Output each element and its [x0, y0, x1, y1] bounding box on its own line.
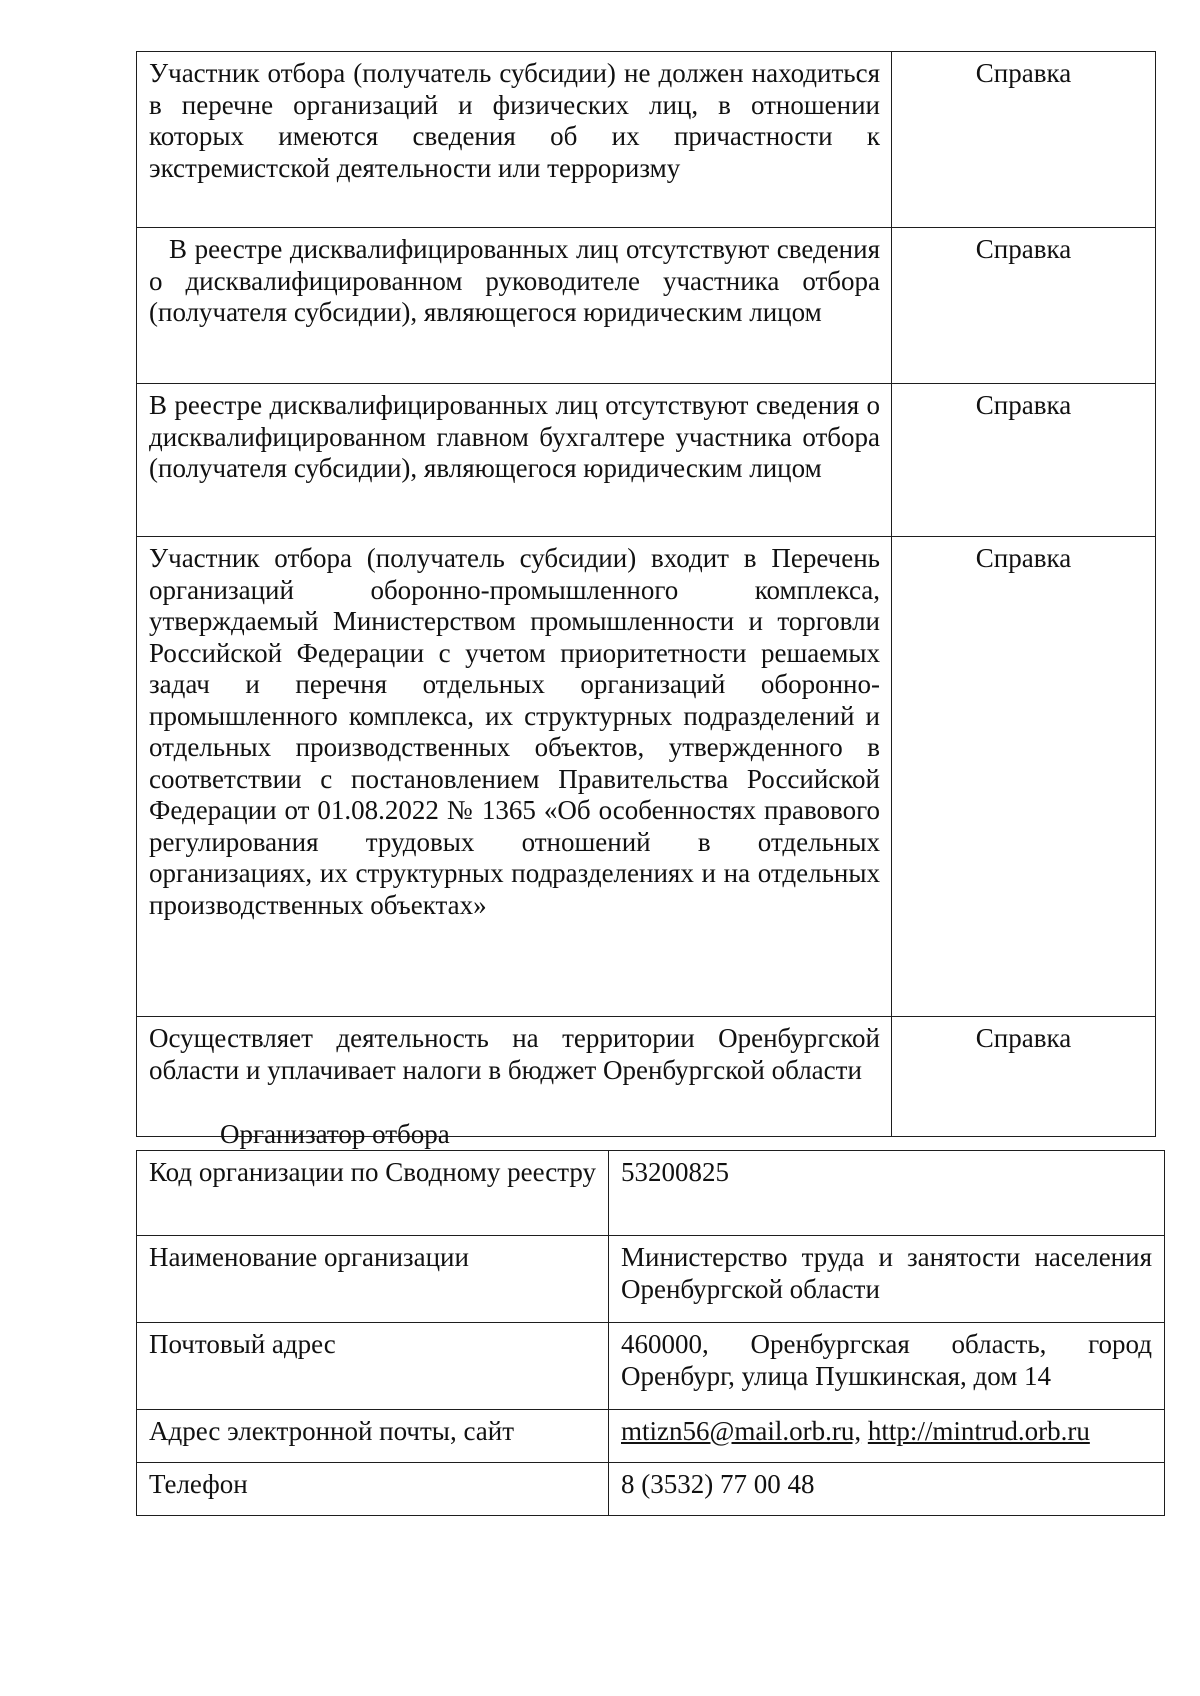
requirement-text: Осуществляет деятельность на территории Оренбургской области и уплачивает налоги в бюджет Оренбургской области — [137, 1017, 892, 1137]
requirement-text: Участник отбора (получатель субсидии) входит в Перечень организаций оборонно-промышленного комплекса, утверждаемый Министерством промышленности и торговли Российской Федерации с учетом приоритетности решаемых задач и перечня отдельных организаций оборонно-промышленного комплекса, их структурных подразделений и отдельных производственных объектов, утвержденного в соответствии с постановлением Правительства Российской Федерации от 01.08.2022 № 1365 «Об особенностях правового регулирования трудовых отношений в отдельных организациях, их структурных подразделениях и на отдельных производственных объектах» — [137, 537, 892, 1017]
requirement-document: Справка — [892, 52, 1156, 228]
organizer-row — [137, 1236, 1165, 1323]
organizer-label: Адрес электронной почты, сайт — [137, 1410, 609, 1463]
organizer-label: Наименование организации — [137, 1236, 609, 1323]
requirements-table — [136, 51, 1156, 1137]
organizer-label: Почтовый адрес — [137, 1323, 609, 1410]
organizer-label: Код организации по Сводному реестру — [137, 1151, 609, 1236]
requirement-text: В реестре дисквалифицированных лиц отсутствуют сведения о дисквалифицированном руководителе участника отбора (получателя субсидии), являющегося юридическим лицом — [137, 228, 892, 384]
organizer-caption: Организатор отбора — [220, 1119, 450, 1149]
organizer-row — [137, 1323, 1165, 1410]
requirement-document: Справка — [892, 384, 1156, 537]
organizer-table — [136, 1150, 1165, 1516]
organizer-row — [137, 1151, 1165, 1236]
organizer-row — [137, 1410, 1165, 1463]
website-link[interactable]: http://mintrud.orb.ru — [867, 1416, 1090, 1446]
requirement-row — [137, 537, 1156, 1017]
requirement-row — [137, 52, 1156, 228]
organizer-label: Телефон — [137, 1463, 609, 1516]
organizer-contacts — [609, 1410, 1165, 1463]
organizer-value: Министерство труда и занятости населения Оренбургской области — [609, 1236, 1165, 1323]
requirement-text: Участник отбора (получатель субсидии) не должен находиться в перечне организаций и физических лиц, в отношении которых имеются сведения об их причастности к экстремистской деятельности или терроризму — [137, 52, 892, 228]
requirement-text: В реестре дисквалифицированных лиц отсутствуют сведения о дисквалифицированном главном бухгалтере участника отбора (получателя субсидии), являющегося юридическим лицом — [137, 384, 892, 537]
organizer-value: 460000, Оренбургская область, город Оренбург, улица Пушкинская, дом 14 — [609, 1323, 1165, 1410]
requirement-document: Справка — [892, 537, 1156, 1017]
requirement-row — [137, 228, 1156, 384]
email-link[interactable]: mtizn56@mail.orb.ru, — [621, 1416, 862, 1446]
requirement-document: Справка — [892, 1017, 1156, 1137]
organizer-value: 53200825 — [609, 1151, 1165, 1236]
organizer-value: 8 (3532) 77 00 48 — [609, 1463, 1165, 1516]
requirement-document: Справка — [892, 228, 1156, 384]
organizer-row — [137, 1463, 1165, 1516]
requirement-row — [137, 384, 1156, 537]
